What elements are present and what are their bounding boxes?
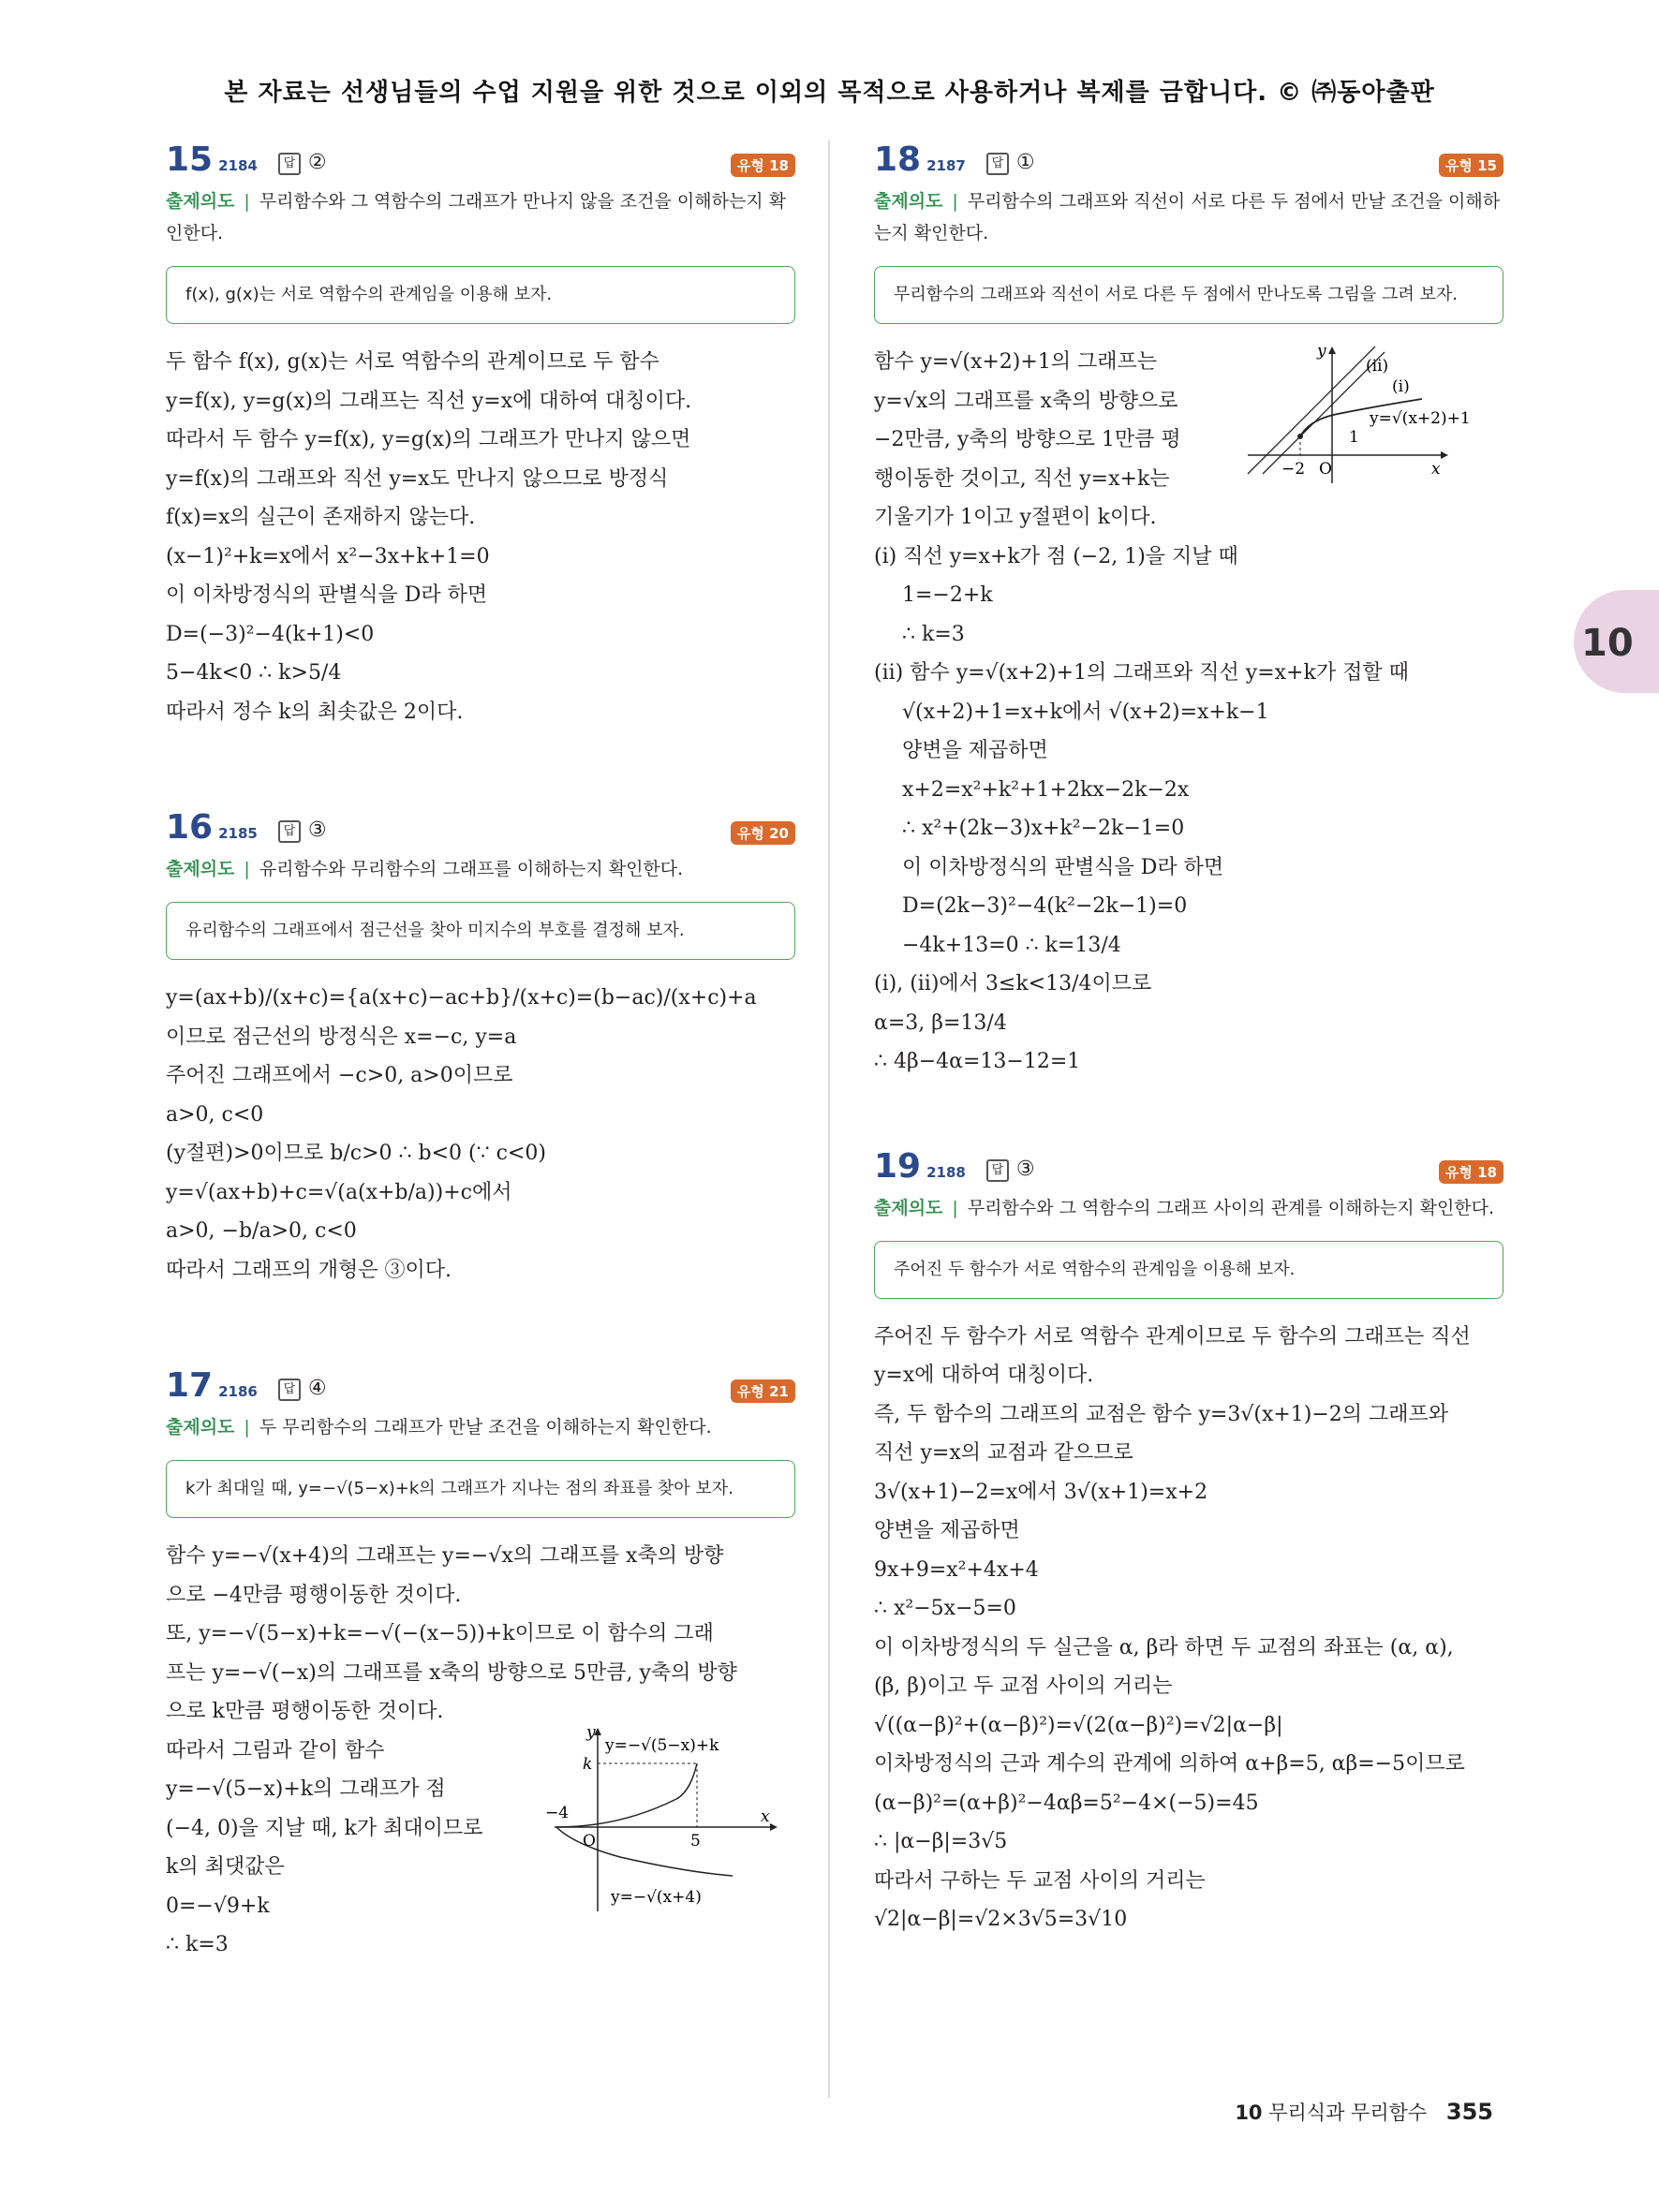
solution-line: 따라서 그림과 같이 함수 — [166, 1738, 385, 1762]
solution-line: (i) 직선 y=x+k가 점 (−2, 1)을 지날 때 — [874, 544, 1238, 568]
spacer — [166, 731, 795, 808]
intent-separator: | — [952, 191, 958, 212]
solution-line: y=√(ax+b)+c=√(a(x+b/a))+c에서 — [166, 1180, 512, 1204]
solution-line: 3√(x+1)−2=x에서 3√(x+1)=x+2 — [874, 1480, 1208, 1504]
solution-line: f(x)=x의 실근이 존재하지 않는다. — [166, 506, 476, 529]
x-axis-label: x — [1431, 460, 1441, 479]
problem-code: 2187 — [926, 157, 966, 174]
intent-label: 출제의도 — [874, 191, 943, 212]
problem-15 — [166, 140, 795, 731]
solution-line: 주어진 두 함수가 서로 역함수 관계이므로 두 함수의 그래프는 직선 — [874, 1324, 1471, 1349]
type-badge: 유형 21 — [731, 1379, 795, 1403]
solution-line: 9x+9=x²+4x+4 — [874, 1557, 1039, 1582]
solution-line: y=x에 대하여 대칭이다. — [874, 1364, 1094, 1387]
y-axis-label: y — [1317, 343, 1326, 361]
solution-line: (x−1)²+k=x에서 x²−3x+k+1=0 — [166, 544, 490, 568]
solution-line: 또, y=−√(5−x)+k=−√(−(x−5))+k이므로 이 함수의 그래 — [166, 1622, 714, 1645]
problem-answer: ④ — [307, 1377, 327, 1400]
solution-line: y=(ax+b)/(x+c)={a(x+c)−ac+b}/(x+c)=(b−ac)/(x+c)+a — [166, 986, 757, 1010]
problem-header — [166, 1366, 795, 1411]
solution-line: 이 이차방정식의 두 실근을 α, β라 하면 두 교점의 좌표는 (α, α), — [874, 1635, 1454, 1659]
solution-line: 두 함수 f(x), g(x)는 서로 역함수의 관계이므로 두 함수 — [166, 350, 659, 374]
solution-line: 따라서 두 함수 y=f(x), y=g(x)의 그래프가 만나지 않으면 — [166, 428, 691, 451]
solution-line: 함수 y=√(x+2)+1의 그래프는 — [874, 350, 1158, 374]
solution-line: (ii) 함수 y=√(x+2)+1의 그래프와 직선 y=x+k가 접할 때 — [874, 661, 1409, 685]
problem-answer: ① — [1015, 151, 1035, 174]
answer-label-icon: 답 — [278, 153, 301, 175]
curve-top — [556, 1763, 697, 1827]
left-column — [166, 140, 795, 1965]
label-ii: (ii) — [1366, 357, 1389, 376]
answer-label-icon: 답 — [986, 1159, 1009, 1182]
spacer — [874, 1082, 1503, 1147]
tick-minus2-label: −2 — [1281, 460, 1306, 479]
intent-separator: | — [952, 1197, 958, 1218]
problem-intent — [166, 1411, 795, 1443]
hint-box: 유리함수의 그래프에서 점근선을 찾아 미지수의 부호를 결정해 보자. — [166, 902, 795, 960]
problem-17 — [166, 1366, 795, 1965]
solution-line: ∴ k=3 — [902, 622, 965, 646]
page-footer — [1235, 2098, 1493, 2126]
type-badge: 유형 18 — [1439, 1160, 1503, 1184]
problem-intent — [166, 853, 795, 885]
solution-line: y=√x의 그래프를 x축의 방향으로 — [874, 389, 1178, 413]
problem-number: 17 — [166, 1366, 214, 1405]
solution-line: 주어진 그래프에서 −c>0, a>0이므로 — [166, 1064, 513, 1087]
solution-line: y=−√(5−x)+k의 그래프가 점 — [166, 1777, 446, 1801]
solution-line: 프는 y=−√(−x)의 그래프를 x축의 방향으로 5만큼, y축의 방향 — [166, 1660, 737, 1685]
problem-header — [166, 140, 795, 185]
spacer — [166, 1290, 795, 1366]
solution-line: √(x+2)+1=x+k에서 √(x+2)=x+k−1 — [902, 700, 1269, 724]
curve-label: y=√(x+2)+1 — [1370, 409, 1471, 428]
problem-intent — [166, 185, 795, 249]
solution-line: 즉, 두 함수의 그래프의 교점은 함수 y=3√(x+1)−2의 그래프와 — [874, 1402, 1449, 1426]
solution-line: (β, β)이고 두 교점 사이의 거리는 — [874, 1674, 1173, 1698]
solution-line: 이차방정식의 근과 계수의 관계에 의하여 α+β=5, αβ=−5이므로 — [874, 1752, 1465, 1776]
solution-line: −2만큼, y축의 방향으로 1만큼 평 — [874, 428, 1181, 451]
intent-text: 두 무리함수의 그래프가 만날 조건을 이해하는지 확인한다. — [259, 1417, 712, 1438]
problem-answer: ③ — [1015, 1157, 1035, 1181]
solution-line: (y절편)>0이므로 b/c>0 ∴ b<0 (∵ c<0) — [166, 1142, 546, 1165]
x-axis-label: x — [761, 1807, 770, 1826]
problem-number: 18 — [874, 140, 922, 179]
solution-line: D=(2k−3)²−4(k²−2k−1)=0 — [902, 894, 1188, 918]
footer-chapter-title: 무리식과 무리함수 — [1268, 2101, 1428, 2124]
intent-text: 무리함수와 그 역함수의 그래프가 만나지 않을 조건을 이해하는지 확인한다. — [166, 191, 787, 243]
problem-header — [874, 140, 1503, 185]
label-i: (i) — [1392, 377, 1410, 396]
solution-line: a>0, c<0 — [166, 1102, 264, 1127]
problem-header — [874, 1147, 1503, 1192]
hint-box: 주어진 두 함수가 서로 역함수의 관계임을 이용해 보자. — [874, 1241, 1503, 1299]
solution-line: 이 이차방정식의 판별식을 D라 하면 — [902, 855, 1224, 879]
problem-number: 19 — [874, 1146, 922, 1186]
solution-line: 따라서 그래프의 개형은 ③이다. — [166, 1258, 452, 1282]
intent-text: 무리함수의 그래프와 직선이 서로 다른 두 점에서 만날 조건을 이해하는지 확인한다. — [874, 191, 1501, 243]
problem-answer: ② — [307, 151, 327, 174]
solution-line: α=3, β=13/4 — [874, 1010, 1007, 1035]
solution-line: 5−4k<0 ∴ k>5/4 — [166, 661, 342, 685]
answer-label-icon: 답 — [278, 820, 301, 843]
solution-line: 양변을 제곱하면 — [874, 1519, 1020, 1542]
problem-answer: ③ — [307, 818, 327, 842]
solution-line: 함수 y=−√(x+4)의 그래프는 y=−√x의 그래프를 x축의 방향 — [166, 1544, 724, 1568]
right-column — [874, 140, 1503, 1939]
problem-code: 2185 — [218, 825, 258, 842]
start-point — [1297, 434, 1303, 439]
solution-line: √2|α−β|=√2×3√5=3√10 — [874, 1908, 1128, 1931]
answer-label-icon: 답 — [278, 1379, 301, 1401]
solution-line: 이 이차방정식의 판별식을 D라 하면 — [166, 583, 488, 607]
solution-line: ∴ k=3 — [166, 1933, 229, 1956]
solution-line: 0=−√9+k — [166, 1894, 270, 1918]
intent-label: 출제의도 — [874, 1197, 943, 1218]
solution-line: 따라서 구하는 두 교점 사이의 거리는 — [874, 1868, 1206, 1893]
solution-line: 으로 −4만큼 평행이동한 것이다. — [166, 1583, 462, 1607]
page-number: 355 — [1445, 2099, 1493, 2125]
intent-text: 무리함수와 그 역함수의 그래프 사이의 관계를 이해하는지 확인한다. — [967, 1197, 1495, 1218]
problem-18 — [874, 140, 1503, 1082]
solution-line: 따라서 정수 k의 최솟값은 2이다. — [166, 700, 464, 724]
solution-line: 직선 y=x의 교점과 같으므로 — [874, 1441, 1133, 1465]
solution-line: 기울기가 1이고 y절편이 k이다. — [874, 506, 1157, 529]
solution-line: a>0, −b/a>0, c<0 — [166, 1219, 357, 1243]
graph-figure-17 — [545, 1724, 789, 1921]
curve-top-label: y=−√(5−x)+k — [605, 1736, 719, 1755]
type-badge: 유형 15 — [1439, 154, 1503, 177]
problem-number: 16 — [166, 808, 214, 847]
intent-separator: | — [244, 859, 250, 879]
origin-label: O — [583, 1832, 596, 1851]
solution-line: ∴ x²−5x−5=0 — [874, 1597, 1016, 1620]
column-divider — [828, 140, 830, 2098]
intent-label: 출제의도 — [166, 1417, 235, 1438]
solution-line: ∴ 4β−4α=13−12=1 — [874, 1050, 1081, 1073]
solution-line: 행이동한 것이고, 직선 y=x+k는 — [874, 466, 1170, 491]
problem-code: 2184 — [218, 157, 258, 174]
problem-code: 2188 — [926, 1163, 966, 1181]
solution — [166, 343, 795, 731]
solution-line: ∴ x²+(2k−3)x+k²−2k−1=0 — [902, 817, 1185, 840]
footer-chapter-number: 10 — [1235, 2101, 1263, 2124]
solution-line: 1=−2+k — [902, 583, 993, 607]
hint-box: 무리함수의 그래프와 직선이 서로 다른 두 점에서 만나도록 그림을 그려 보자. — [874, 266, 1503, 324]
problem-number: 15 — [166, 140, 214, 179]
problem-header — [166, 808, 795, 853]
copyright-banner: 본 자료는 선생님들의 수업 지원을 위한 것으로 이외의 목적으로 사용하거나 복제를 금합니다. © ㈜동아출판 — [224, 79, 1435, 107]
hint-box: k가 최대일 때, y=−√(5−x)+k의 그래프가 지나는 점의 좌표를 찾아 보자. — [166, 1460, 795, 1518]
solution-line: (−4, 0)을 지날 때, k가 최대이므로 — [166, 1816, 483, 1840]
curve-bottom-label: y=−√(x+4) — [611, 1888, 702, 1907]
x-axis-arrow — [1441, 451, 1448, 459]
problem-19 — [874, 1147, 1503, 1939]
solution-line: −4k+13=0 ∴ k=13/4 — [902, 933, 1121, 957]
solution-line: (i), (ii)에서 3≤k<13/4이므로 — [874, 972, 1152, 995]
solution — [166, 979, 795, 1290]
solution-line: 양변을 제곱하면 — [902, 739, 1048, 762]
problem-16 — [166, 808, 795, 1290]
solution-line: y=f(x), y=g(x)의 그래프는 직선 y=x에 대하여 대칭이다. — [166, 389, 692, 413]
tick-1-label: 1 — [1349, 428, 1359, 447]
tick-5-label: 5 — [690, 1832, 701, 1851]
x-axis-arrow — [770, 1823, 778, 1831]
type-badge: 유형 18 — [731, 154, 795, 177]
chapter-side-tab-number: 10 — [1581, 622, 1634, 665]
tick-minus4-label: −4 — [545, 1804, 570, 1822]
solution-line: x+2=x²+k²+1+2kx−2k−2x — [902, 777, 1190, 802]
tick-k-label: k — [583, 1755, 593, 1774]
type-badge: 유형 20 — [731, 821, 795, 845]
hint-box: f(x), g(x)는 서로 역함수의 관계임을 이용해 보자. — [166, 266, 795, 324]
problem-code: 2186 — [218, 1383, 258, 1400]
solution — [874, 343, 1503, 1082]
intent-separator: | — [244, 1417, 250, 1438]
solution-line: 이므로 점근선의 방정식은 x=−c, y=a — [166, 1025, 517, 1049]
graph-figure-18 — [1244, 343, 1506, 493]
problem-intent — [874, 1192, 1503, 1224]
y-axis-label: y — [586, 1724, 596, 1742]
solution-line: y=f(x)의 그래프와 직선 y=x도 만나지 않으므로 방정식 — [166, 466, 669, 491]
solution — [166, 1537, 795, 1965]
problem-intent — [874, 185, 1503, 249]
solution-line: √((α−β)²+(α−β)²)=√(2(α−β)²)=√2|α−β| — [874, 1713, 1283, 1737]
intent-label: 출제의도 — [166, 191, 235, 212]
solution-line: D=(−3)²−4(k+1)<0 — [166, 622, 375, 646]
intent-label: 출제의도 — [166, 859, 235, 879]
solution-line: (α−β)²=(α+β)²−4αβ=5²−4×(−5)=45 — [874, 1791, 1259, 1815]
origin-label: O — [1319, 460, 1332, 479]
intent-text: 유리함수와 무리함수의 그래프를 이해하는지 확인한다. — [259, 859, 684, 879]
intent-separator: | — [244, 191, 250, 212]
solution-line: 으로 k만큼 평행이동한 것이다. — [166, 1700, 444, 1723]
solution-line: ∴ |α−β|=3√5 — [874, 1830, 1008, 1853]
y-axis-arrow — [1328, 347, 1336, 354]
solution — [874, 1318, 1503, 1939]
answer-label-icon: 답 — [986, 153, 1009, 175]
solution-line: k의 최댓값은 — [166, 1855, 285, 1879]
